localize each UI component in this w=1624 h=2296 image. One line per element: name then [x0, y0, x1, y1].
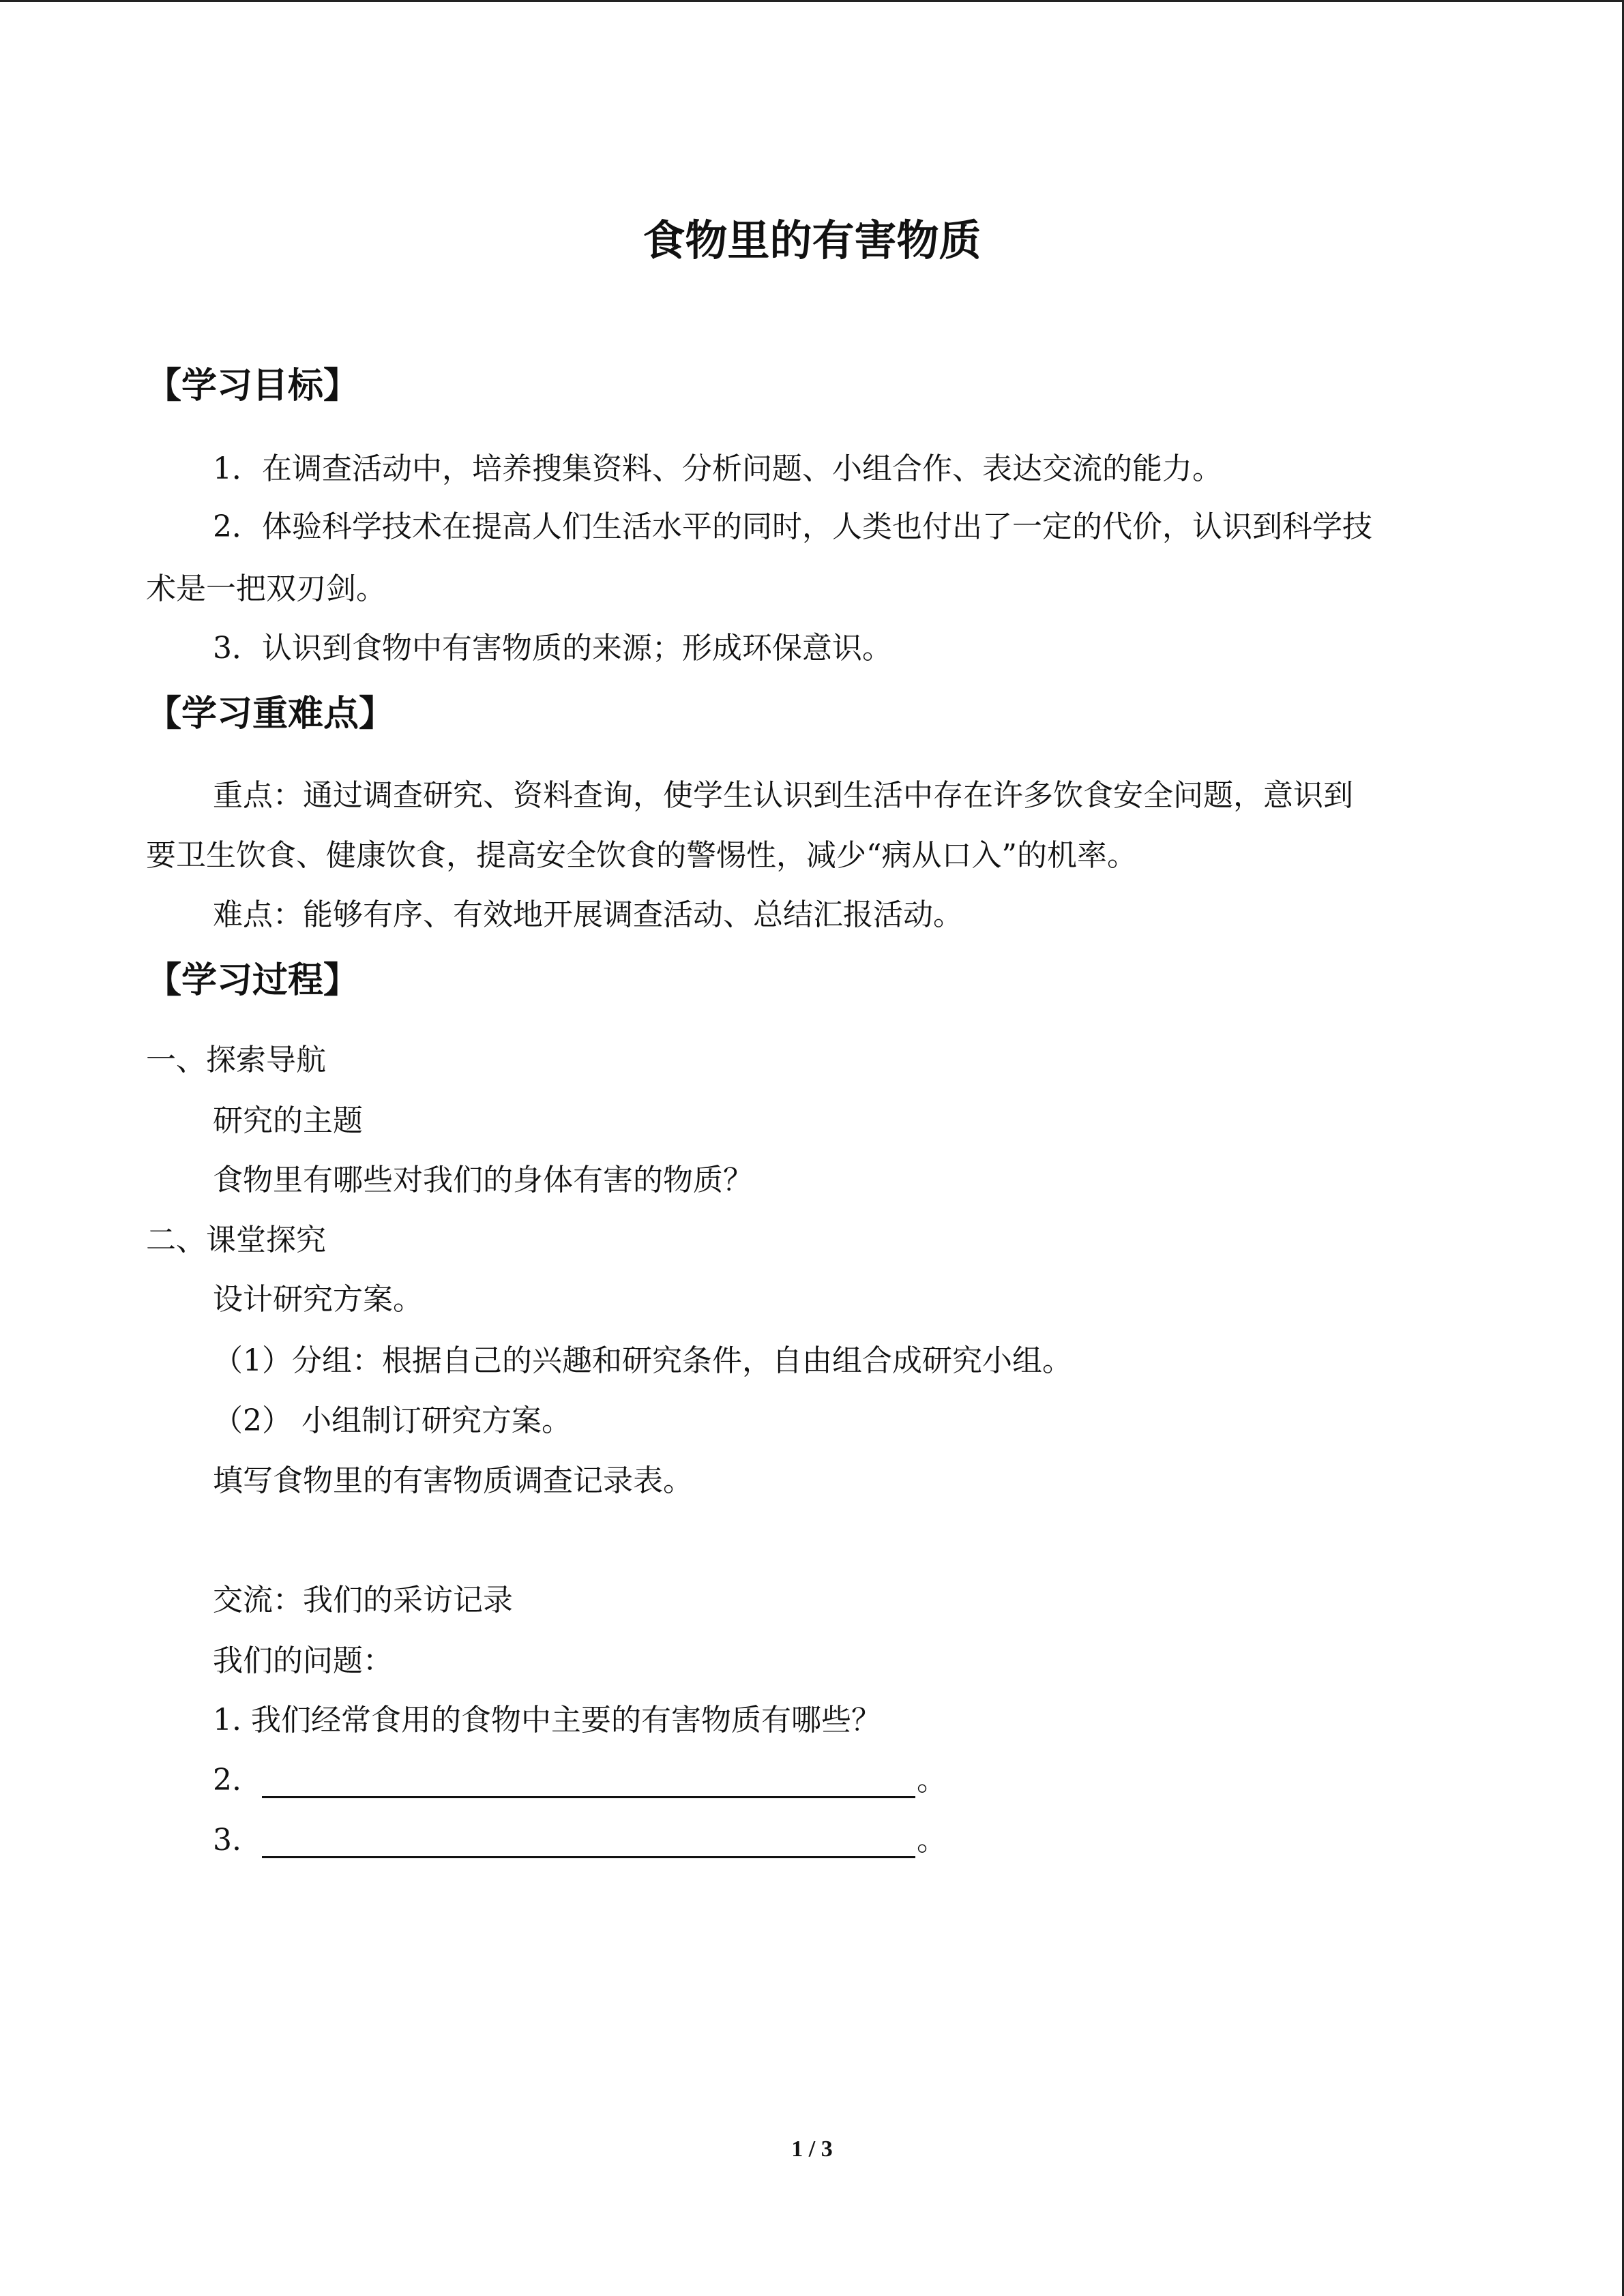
- question-3-blank[interactable]: [262, 1856, 915, 1858]
- topic-question: 食物里有哪些对我们的身体有害的物质？: [213, 1163, 753, 1197]
- objectives-heading: 【学习目标】: [146, 366, 359, 406]
- document-title: 食物里的有害物质: [643, 215, 981, 265]
- page-number: 1 / 3: [791, 2136, 833, 2162]
- step-1: （1）分组：根据自己的兴趣和研究条件，自由组合成研究小组。: [213, 1343, 1072, 1378]
- question-3-number: 3.: [213, 1823, 241, 1858]
- focus-line-1: 重点：通过调查研究、资料查询，使学生认识到生活中存在许多饮食安全问题，意识到: [213, 778, 1353, 813]
- topic-label: 研究的主题: [213, 1103, 363, 1138]
- step-2: （2） 小组制订研究方案。: [213, 1403, 572, 1438]
- question-2-blank[interactable]: [262, 1796, 915, 1798]
- question-2-number: 2.: [213, 1763, 241, 1798]
- question-1: 1. 我们经常食用的食物中主要的有害物质有哪些？: [213, 1703, 881, 1738]
- objective-item-2-line-2: 术是一把双刃剑。: [146, 571, 386, 606]
- questions-label: 我们的问题：: [213, 1643, 393, 1678]
- objective-item-1: 1．在调查活动中，培养搜集资料、分析问题、小组合作、表达交流的能力。: [213, 451, 1222, 486]
- process-heading: 【学习过程】: [146, 960, 359, 1001]
- exchange-label: 交流：我们的采访记录: [213, 1583, 513, 1617]
- question-2-period: 。: [917, 1763, 947, 1798]
- key-points-heading: 【学习重难点】: [146, 694, 395, 734]
- objective-item-3: 3．认识到食物中有害物质的来源；形成环保意识。: [213, 631, 892, 666]
- section-2-title: 二、课堂探究: [146, 1223, 326, 1257]
- page-border-top: [0, 0, 1624, 2]
- section-1-title: 一、探索导航: [146, 1043, 326, 1077]
- focus-line-2: 要卫生饮食、健康饮食，提高安全饮食的警惕性，减少“病从口入”的机率。: [146, 838, 1137, 873]
- design-plan: 设计研究方案。: [213, 1282, 423, 1317]
- question-3-period: 。: [917, 1823, 947, 1858]
- fill-table-instruction: 填写食物里的有害物质调查记录表。: [213, 1463, 693, 1498]
- objective-item-2-line-1: 2．体验科学技术在提高人们生活水平的同时，人类也付出了一定的代价，认识到科学技: [213, 509, 1372, 544]
- difficulty-line: 难点：能够有序、有效地开展调查活动、总结汇报活动。: [213, 897, 963, 932]
